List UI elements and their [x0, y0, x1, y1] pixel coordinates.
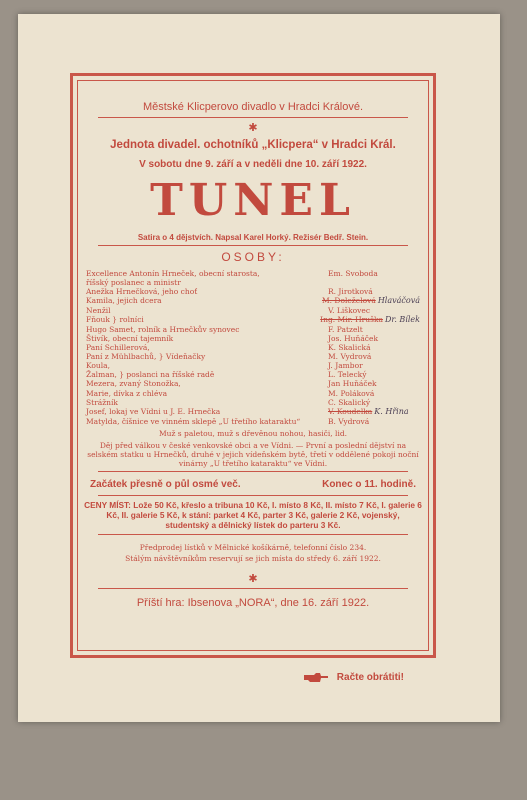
cast-actor: Em. Svoboda: [328, 268, 378, 278]
cast-actor-cell: [328, 325, 420, 334]
cast-actor-cell: [328, 278, 420, 287]
cast-row: [86, 398, 420, 407]
turn-over-text: Račte obrátiti!: [336, 672, 405, 683]
cast-role: Fňouk } rolníci: [86, 314, 144, 324]
cast-row: [86, 352, 420, 361]
cast-actor-cell: [328, 361, 420, 370]
cast-actor-cell: [328, 352, 420, 361]
cast-row: [86, 389, 420, 398]
play-title: TUNEL: [150, 174, 356, 226]
cast-heading: OSOBY:: [221, 250, 285, 265]
playbill-content: [80, 86, 426, 610]
cast-row: [86, 417, 420, 426]
cast-role: Anežka Hrnečková, jeho choť: [86, 286, 198, 296]
cast-actor-cell: [328, 398, 420, 407]
start-time: Začátek přesně o půl osmé več.: [90, 478, 241, 490]
pointing-hand-icon: [304, 673, 328, 682]
presale-info: Předprodej lístků v Mělnické košíkárně, telefonní číslo 234.: [139, 542, 367, 552]
cast-actor: J. Jambor: [328, 361, 363, 371]
cast-actor: C. Skalický: [328, 397, 371, 407]
cast-actor-cell: [328, 389, 420, 398]
cast-actor: Jos. Huňáček: [328, 333, 378, 343]
cast-role: Mezera, zvaný Stonožka,: [86, 379, 181, 389]
handwritten-correction: Dr. Bílek: [384, 314, 420, 324]
cast-row: [86, 370, 420, 379]
cast-role: Excellence Antonín Hrneček, obecní starosta,: [86, 268, 260, 278]
handwritten-correction: K. Hřina: [374, 406, 409, 416]
cast-list: [86, 269, 420, 426]
cast-actor-cell: [328, 370, 420, 379]
setting-synopsis: Děj před válkou v české venkovské obci a ve Vídni. — První a poslední dějství na selském statku u Hrnečků, druhé v jejich vídeňském bytě, třetí v oddělené pokoji noční vinárny „U třetího kataraktu“ ve Vídni.: [87, 440, 419, 468]
cast-row: [86, 407, 420, 417]
cast-row: [86, 361, 420, 370]
theatre-name: Městské Klicperovo divadlo v Hradci Králové.: [142, 101, 364, 113]
cast-role: Koula,: [86, 361, 111, 371]
show-times: [90, 479, 416, 491]
divider: [98, 471, 408, 472]
divider: [98, 534, 408, 535]
cast-actor: L. Telecký: [328, 370, 367, 380]
cast-actor-cell: [328, 379, 420, 388]
cast-role: Štivík, obecní tajemník: [86, 333, 174, 343]
cast-role: říšský poslanec a ministr: [86, 277, 181, 287]
cast-actor-cell: [328, 334, 420, 343]
cast-role: Paní Schillerová,: [86, 342, 150, 352]
cast-row: [86, 343, 420, 352]
performance-dates: V sobotu dne 9. září a v neděli dne 10. září 1922.: [139, 158, 367, 170]
cast-role: Kamila, jejich dcera: [86, 295, 162, 305]
cast-row: [86, 306, 420, 315]
cast-actor: K. Skalická: [328, 342, 371, 352]
next-play: Příští hra: Ibsenova „NORA“, dne 16. září 1922.: [136, 596, 370, 609]
turn-over-note: [304, 672, 404, 683]
cast-actor-cell: [328, 417, 420, 426]
cast-row: [86, 278, 420, 287]
cast-role: Marie, dívka z chléva: [86, 388, 168, 398]
divider: [98, 588, 408, 589]
cast-actor-cell: [328, 287, 420, 296]
asterisk-ornament-icon: ✱: [248, 121, 258, 135]
cast-actor: M. Poláková: [328, 388, 375, 398]
cast-actor: B. Vydrová: [328, 416, 370, 426]
cast-actor-cell: [328, 407, 420, 417]
cast-actor: Jan Huňáček: [328, 379, 377, 389]
cast-role: Josef, lokaj ve Vídni u J. E. Hrnečka: [86, 406, 221, 416]
play-subtitle: Satira o 4 dějstvích. Napsal Karel Horký. Režisér Bedř. Stein.: [137, 232, 369, 242]
cast-row: [86, 269, 420, 278]
cast-row: [86, 296, 420, 306]
divider: [98, 245, 408, 246]
cast-actor: F. Patzelt: [328, 324, 363, 334]
handwritten-correction: Hlaváčová: [377, 295, 420, 305]
cast-actor: R. Jirotková: [328, 286, 373, 296]
cast-role: Paní z Mühlbachů, } Vídeňačky: [86, 352, 206, 362]
divider: [98, 117, 408, 118]
cast-role: Matylda, číšnice ve vinném sklepě „U třetího kataraktu“: [86, 416, 301, 426]
cast-row: [86, 287, 420, 296]
divider: [98, 495, 408, 496]
cast-role: Žalman, } poslanci na říšské radě: [86, 370, 215, 380]
extras-note: Muž s paletou, muž s dřevěnou nohou, hasiči, lid.: [158, 428, 348, 438]
cast-actor: V. Liškovec: [328, 305, 371, 315]
cast-actor-cell: [328, 343, 420, 352]
cast-role: Nenžil: [86, 305, 111, 315]
asterisk-ornament-icon: ✱: [248, 571, 258, 585]
cast-actor-cell: [328, 269, 420, 278]
cast-actor-cell: [328, 306, 420, 315]
cast-actor: V. Koudelka: [328, 406, 373, 416]
cast-actor-cell: [322, 296, 420, 306]
cast-actor: M. Vydrová: [328, 352, 372, 362]
cast-row: [86, 379, 420, 388]
ticket-prices: CENY MÍST: Lože 50 Kč, křeslo a tribuna 10 Kč, I. místo 8 Kč, II. místo 7 Kč, I. galerie 6 Kč, II. galerie 5 Kč, k stání: parket 4 Kč, parter 3 Kč, galerie 2 Kč, vojenský, studentský a dělnický lístek do parteru 3 Kč.: [84, 499, 422, 530]
cast-actor: Ing. Mir. Hruška: [320, 314, 383, 324]
cast-role: Strážník: [86, 397, 118, 407]
reservation-info: Stálým návštěvníkům reservují se jich místa do středy 6. září 1922.: [125, 553, 381, 563]
society-name: Jednota divadel. ochotníků „Klicpera“ v Hradci Král.: [110, 139, 396, 152]
cast-row: [86, 325, 420, 334]
cast-row: [86, 334, 420, 343]
cast-actor-cell: [320, 315, 420, 325]
end-time: Konec o 11. hodině.: [322, 478, 416, 490]
cast-role: Hugo Samet, rolník a Hrnečkův synovec: [86, 324, 240, 334]
cast-row: [86, 315, 420, 325]
cast-actor: M. Doleželová: [321, 295, 376, 305]
